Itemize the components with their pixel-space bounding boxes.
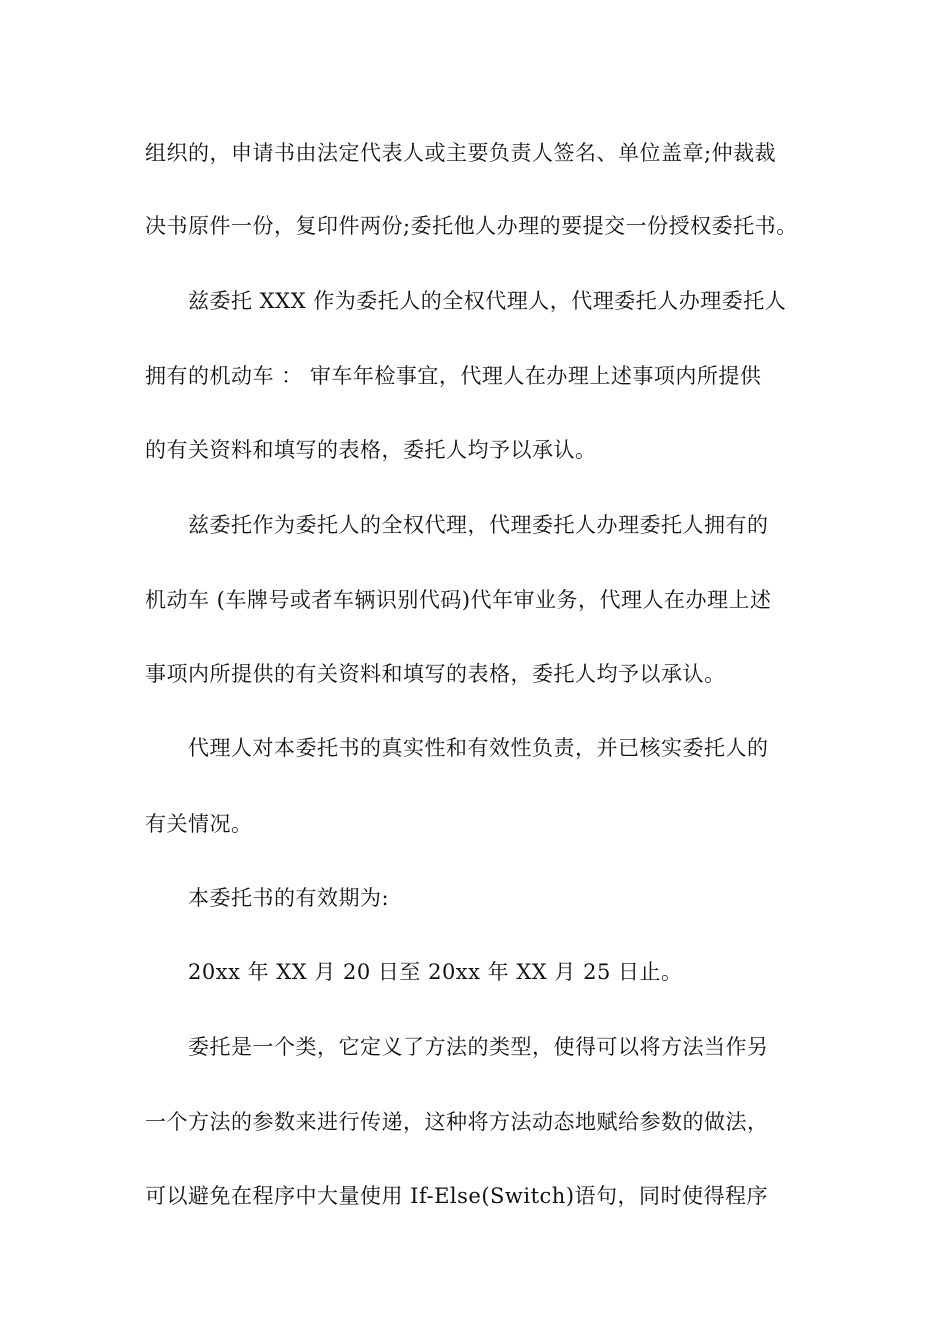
text-line: 可以避免在程序中大量使用 If-Else(Switch)语句，同时使得程序 bbox=[145, 1184, 769, 1208]
text-line: 机动车 (车牌号或者车辆识别代码)代年审业务，代理人在办理上述 bbox=[145, 588, 772, 612]
text-line: 组织的，申请书由法定代表人或主要负责人签名、单位盖章;仲裁裁 bbox=[145, 141, 777, 165]
paragraph-start-line: 代理人对本委托书的真实性和有效性负责，并已核实委托人的 bbox=[188, 736, 769, 760]
paragraph-start-line: 兹委托 XXX 作为委托人的全权代理人，代理委托人办理委托人 bbox=[188, 289, 787, 313]
text-line: 拥有的机动车 ： 审车年检事宜，代理人在办理上述事项内所提供 bbox=[145, 364, 762, 388]
paragraph-start-line: 委托是一个类，它定义了方法的类型，使得可以将方法当作另 bbox=[188, 1035, 769, 1059]
text-line: 事项内所提供的有关资料和填写的表格，委托人均予以承认。 bbox=[145, 662, 726, 686]
text-line: 的有关资料和填写的表格，委托人均予以承认。 bbox=[145, 438, 597, 462]
validity-dates: 20xx 年 XX 月 20 日至 20xx 年 XX 月 25 日止。 bbox=[188, 960, 683, 984]
text-line: 一个方法的参数来进行传递，这种将方法动态地赋给参数的做法， bbox=[145, 1110, 769, 1134]
text-line: 决书原件一份，复印件两份;委托他人办理的要提交一份授权委托书。 bbox=[145, 214, 798, 238]
validity-heading: 本委托书的有效期为: bbox=[188, 886, 390, 910]
paragraph-start-line: 兹委托作为委托人的全权代理，代理委托人办理委托人拥有的 bbox=[188, 513, 769, 537]
text-line: 有关情况。 bbox=[145, 812, 253, 836]
